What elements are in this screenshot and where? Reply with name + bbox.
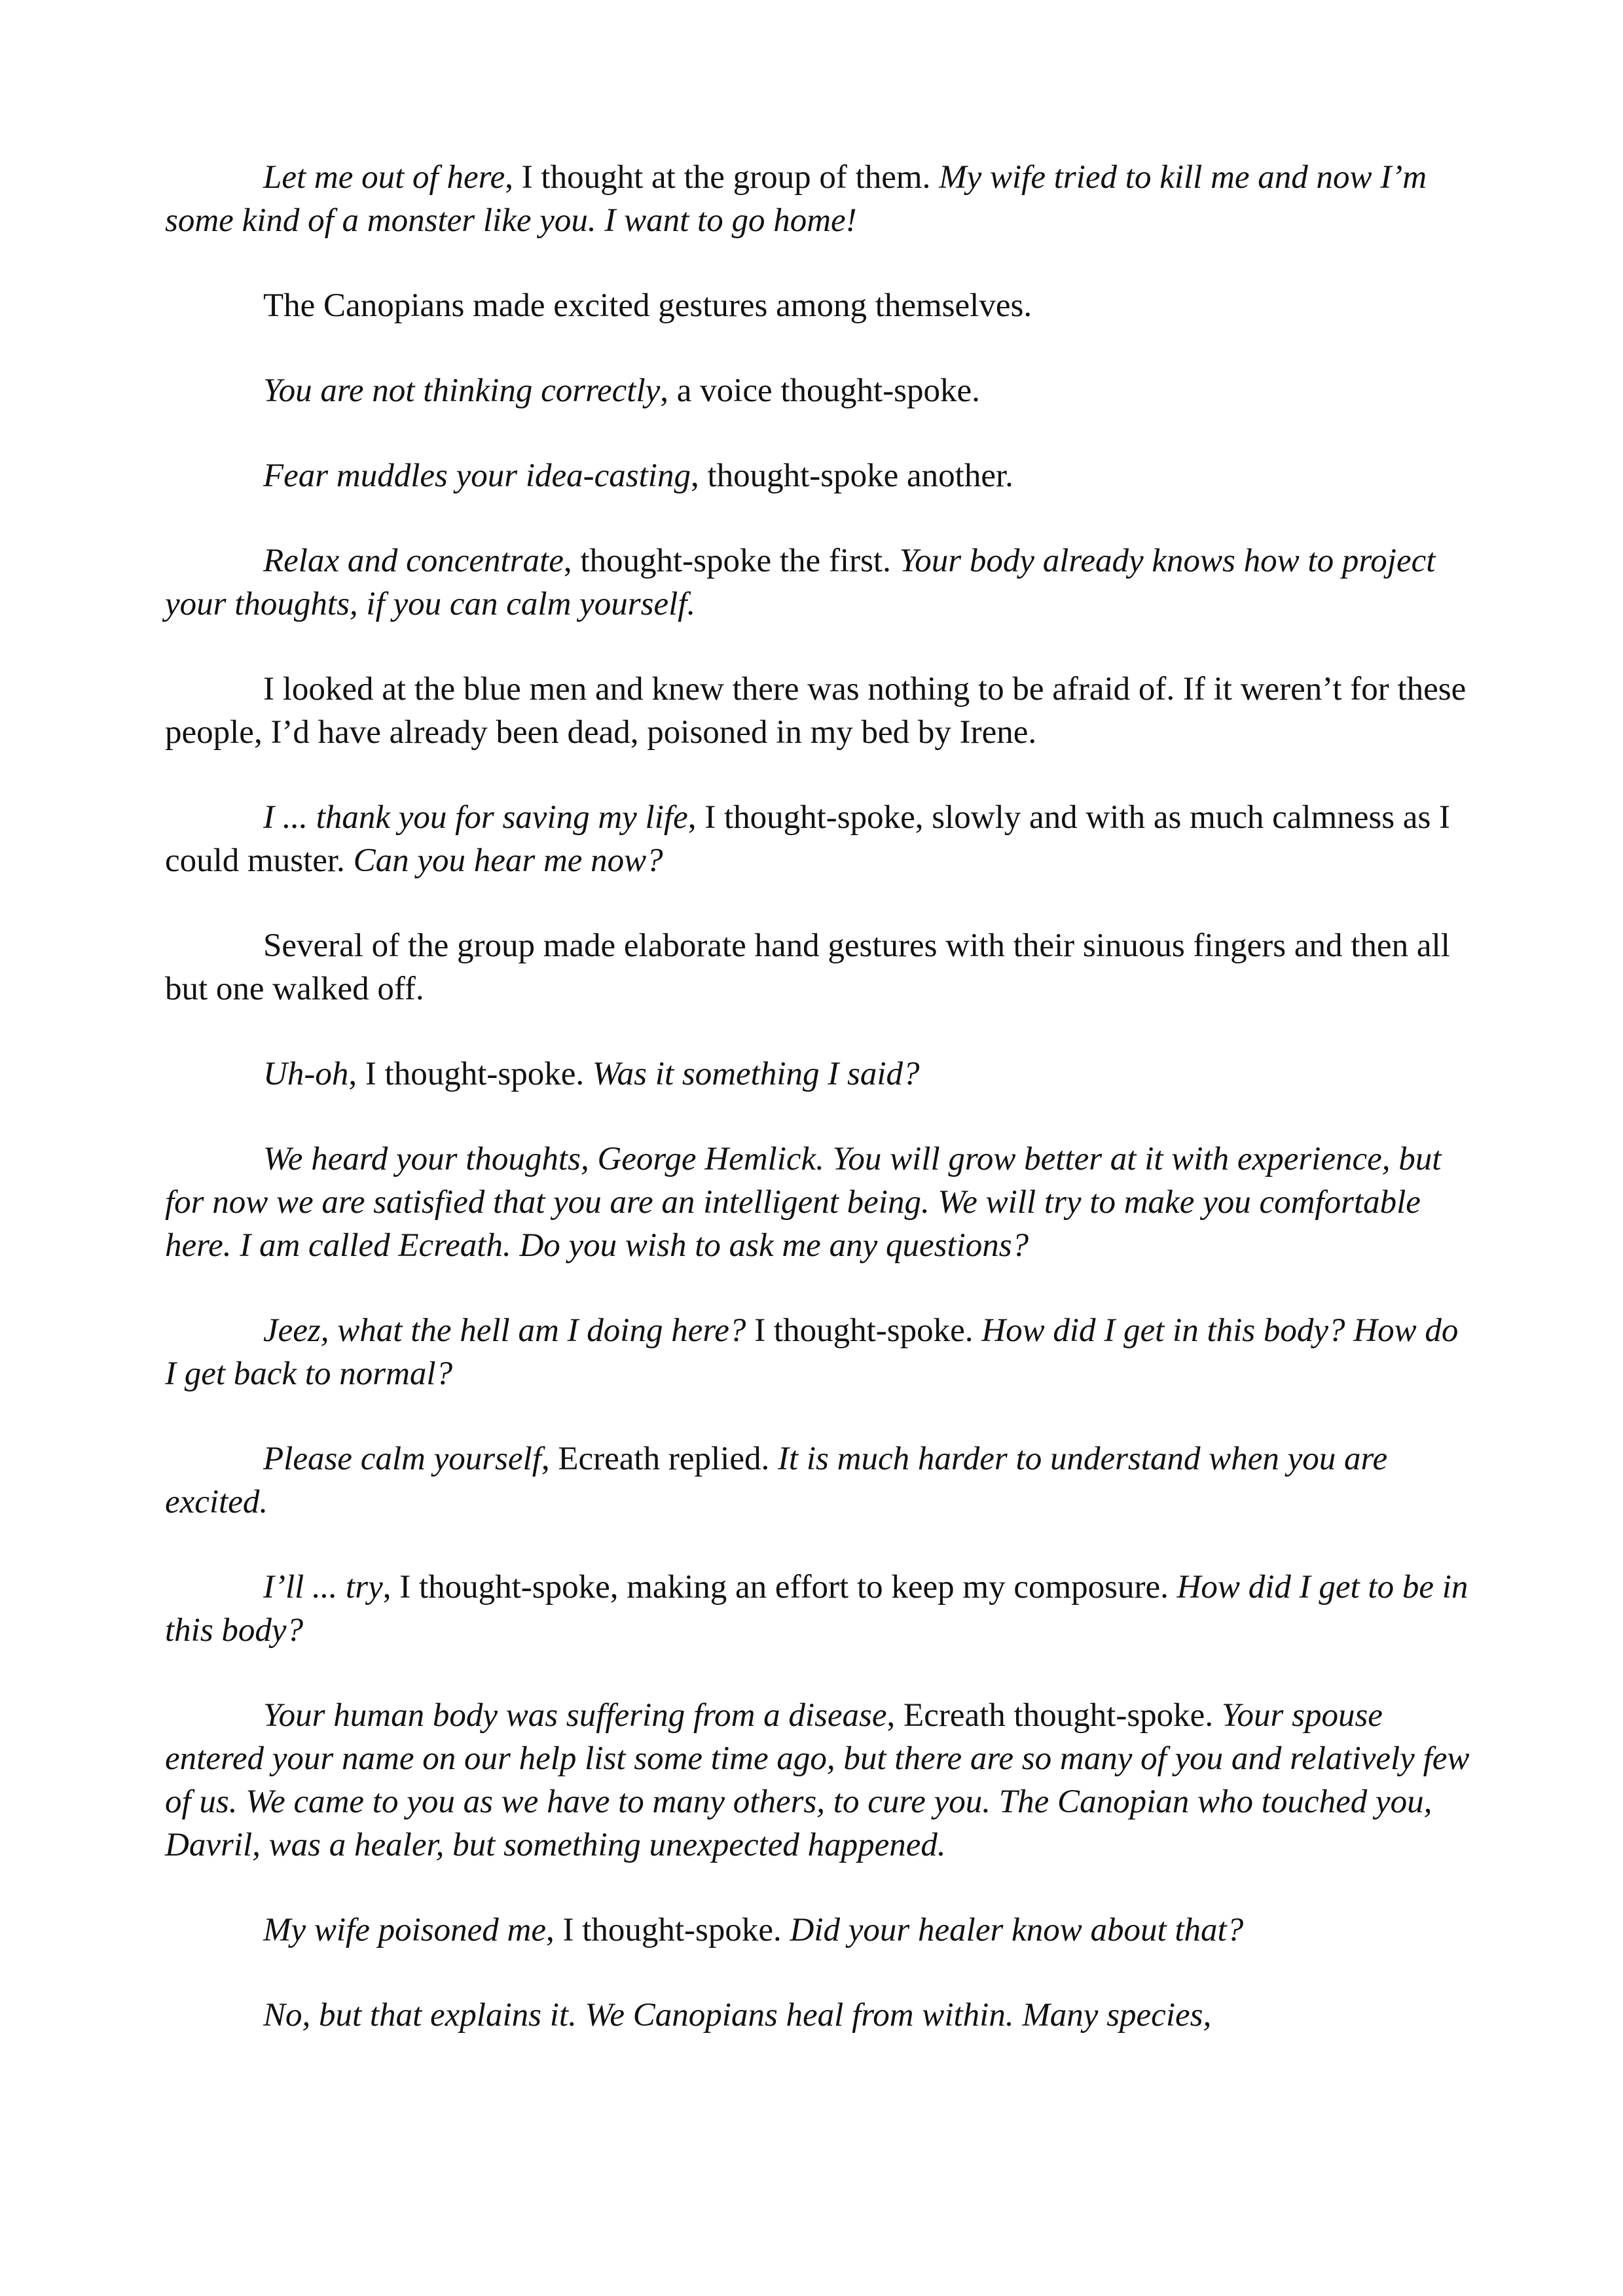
text-run: Fear muddles your idea-casting — [263, 457, 691, 494]
text-run: I’ll ... try — [263, 1569, 383, 1605]
text-run: Uh-oh — [263, 1056, 349, 1092]
paragraph-6 — [165, 668, 1472, 754]
paragraph-10 — [165, 1138, 1472, 1267]
text-run: You are not thinking correctly — [263, 372, 661, 409]
paragraph-12 — [165, 1437, 1472, 1524]
text-run: I thought-spoke. — [746, 1312, 982, 1349]
text-run: , I thought-spoke. — [348, 1056, 593, 1092]
text-run: My wife poisoned me — [263, 1912, 546, 1948]
text-run: Did your healer know about that? — [790, 1912, 1244, 1948]
text-run: Several of the group made elaborate hand gestures with their sinuous fingers and then all but one walked off. — [165, 927, 1450, 1007]
paragraph-11 — [165, 1309, 1472, 1395]
text-run: , thought-spoke another. — [690, 457, 1013, 494]
text-run: My wife tried to kill me and now I’m some kind of a monster like you. I want to go home! — [165, 159, 1427, 239]
text-run: No, but that explains it. We Canopians heal from within. Many species, — [263, 1997, 1212, 2034]
paragraph-4 — [165, 454, 1472, 497]
paragraph-5 — [165, 539, 1472, 626]
paragraph-7 — [165, 796, 1472, 882]
text-run: How did I get to be in this body? — [165, 1569, 1468, 1649]
text-run: Please calm yourself — [263, 1441, 541, 1477]
text-run: , I thought-spoke. — [545, 1912, 790, 1948]
text-run: We heard your thoughts, George Hemlick. You will grow better at it with experience, but for now we are satisfied that you are an intelligent being. We will try to make you comfortable here. I am called Ecreath. Do you wish to ask me any questions? — [165, 1141, 1442, 1264]
text-run: Your spouse entered your name on our help list some time ago, but there are so many of you and relatively few of us. We came to you as we have to many others, to cure you. The Canopian who touched you, Davril, was a healer, but something unexpected happened. — [165, 1697, 1470, 1863]
text-run: Your body already knows how to project your thoughts, if you can calm yourself. — [165, 543, 1436, 622]
text-run: I ... thank you for saving my life — [263, 799, 688, 836]
text-run: Jeez, what the hell am I doing here? — [263, 1312, 746, 1349]
text-run: , I thought-spoke, making an effort to keep my composure. — [382, 1569, 1177, 1605]
text-run: , Ecreath replied. — [541, 1441, 778, 1477]
paragraph-15 — [165, 1909, 1472, 1952]
text-run: How did I get in this body? How do I get back to normal? — [165, 1312, 1459, 1392]
text-run: , a voice thought-spoke. — [660, 372, 980, 409]
paragraph-9 — [165, 1052, 1472, 1096]
document-page — [165, 156, 1472, 2037]
text-run: Was it something I said? — [592, 1056, 920, 1092]
text-run: Your human body was suffering from a disease — [263, 1697, 887, 1734]
paragraph-13 — [165, 1566, 1472, 1652]
text-run: It is much harder to understand when you are excited. — [165, 1441, 1388, 1520]
text-run: Can you hear me now? — [353, 842, 663, 879]
text-run: I looked at the blue men and knew there was nothing to be afraid of. If it weren’t for these people, I’d have already been dead, poisoned in my bed by Irene. — [165, 671, 1467, 751]
text-run: , thought-spoke the first. — [563, 543, 900, 579]
text-run: Relax and concentrate — [263, 543, 564, 579]
text-run: , I thought-spoke, slowly and with as much calmness as I could muster. — [165, 799, 1451, 879]
paragraph-8 — [165, 924, 1472, 1011]
text-run: Let me out of here — [263, 159, 505, 196]
text-run: , I thought at the group of them. — [505, 159, 939, 196]
text-run: , Ecreath thought-spoke. — [886, 1697, 1222, 1734]
paragraph-2 — [165, 284, 1472, 327]
text-run: The Canopians made excited gestures among themselves. — [263, 287, 1032, 324]
paragraph-16 — [165, 1994, 1472, 2037]
paragraph-14 — [165, 1694, 1472, 1867]
paragraph-1 — [165, 156, 1472, 242]
paragraph-3 — [165, 369, 1472, 412]
